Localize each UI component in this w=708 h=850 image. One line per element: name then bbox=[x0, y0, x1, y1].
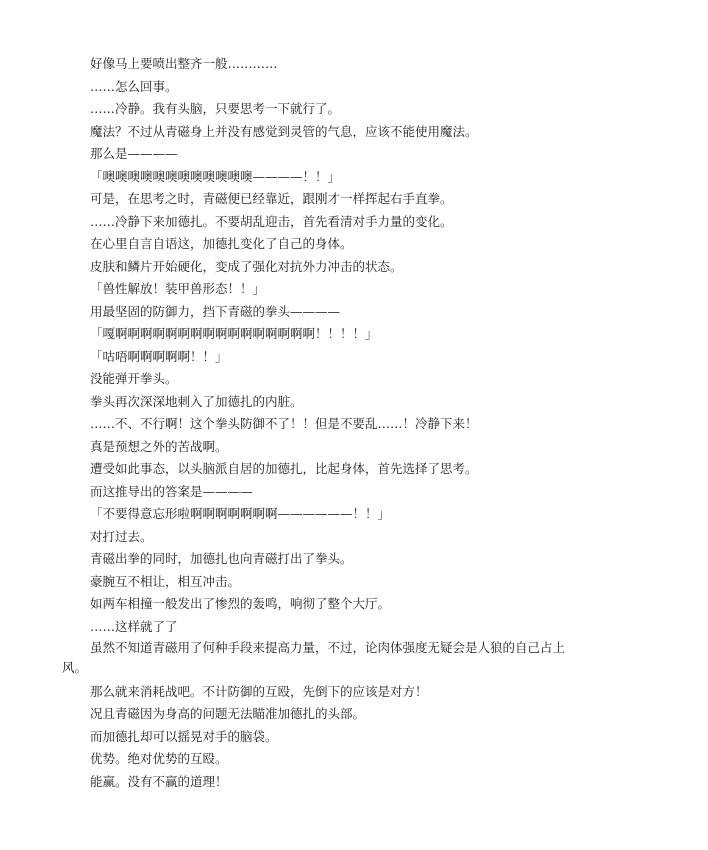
paragraph: 能赢。没有不赢的道理！ bbox=[90, 773, 228, 789]
paragraph: 那么就来消耗战吧。不计防御的互殴，先倒下的应该是对方！ bbox=[90, 683, 428, 699]
paragraph: 「咕唔啊啊啊啊啊！！」 bbox=[90, 348, 228, 364]
paragraph: 青磁出拳的同时，加德扎也向青磁打出了拳头。 bbox=[90, 551, 353, 566]
paragraph: 优势。绝对优势的互殴。 bbox=[90, 751, 228, 766]
paragraph: ……不、不行啊！这个拳头防御不了！！但是不要乱……！冷静下来！ bbox=[90, 416, 478, 431]
paragraph: 真是预想之外的苦战啊。 bbox=[90, 438, 228, 454]
paragraph: 「兽性解放！装甲兽形态！！」 bbox=[90, 281, 266, 296]
paragraph: 对打过去。 bbox=[90, 528, 153, 544]
paragraph: 「嘎啊啊啊啊啊啊啊啊啊啊啊啊啊啊啊啊！！！！」 bbox=[90, 326, 378, 341]
paragraph: 拳头再次深深地刺入了加德扎的内脏。 bbox=[90, 393, 303, 409]
paragraph: 遭受如此事态，以头脑派自居的加德扎，比起身体，首先选择了思考。 bbox=[90, 461, 478, 476]
paragraph: ……这样就了了 bbox=[90, 618, 178, 634]
paragraph: 皮肤和鳞片开始硬化，变成了强化对抗外力冲击的状态。 bbox=[90, 258, 403, 274]
paragraph: 豪腕互不相让，相互冲击。 bbox=[90, 573, 241, 589]
paragraph: ……冷静。我有头脑，只要思考一下就行了。 bbox=[90, 101, 341, 116]
paragraph: 可是，在思考之时，青磁便已经靠近，跟刚才一样挥起右手直拳。 bbox=[90, 191, 453, 206]
paragraph: 「噢噢噢噢噢噢噢噢噢噢噢噢————！！」 bbox=[90, 168, 341, 184]
paragraph: 况且青磁因为身高的问题无法瞄准加德扎的头部。 bbox=[90, 706, 366, 721]
document-page bbox=[62, 53, 582, 793]
paragraph: 那么是———— bbox=[90, 146, 178, 161]
paragraph: 没能弹开拳头。 bbox=[90, 371, 178, 386]
paragraph: 魔法？不过从青磁身上并没有感觉到灵管的气息，应该不能使用魔法。 bbox=[90, 123, 478, 139]
paragraph: 虽然不知道青磁用了何种手段来提高力量，不过，论肉体强度无疑会是人狼的自己占上风。 bbox=[62, 640, 566, 675]
paragraph: ……怎么回事。 bbox=[90, 78, 178, 94]
paragraph: 在心里自言自语这，加德扎变化了自己的身体。 bbox=[90, 236, 353, 251]
paragraph: 而加德扎却可以摇晃对手的脑袋。 bbox=[90, 728, 278, 744]
paragraph: 而这推导出的答案是———— bbox=[90, 483, 253, 499]
paragraph: 用最坚固的防御力，挡下青磁的拳头———— bbox=[90, 303, 341, 319]
paragraph: ……冷静下来加德扎。不要胡乱迎击，首先看清对手力量的变化。 bbox=[90, 213, 453, 229]
paragraph: 「不要得意忘形啦啊啊啊啊啊啊啊——————！！」 bbox=[90, 506, 391, 521]
paragraph: 好像马上要喷出整齐一般………… bbox=[90, 56, 278, 71]
paragraph: 如两车相撞一般发出了惨烈的轰鸣，响彻了整个大厅。 bbox=[90, 596, 391, 611]
